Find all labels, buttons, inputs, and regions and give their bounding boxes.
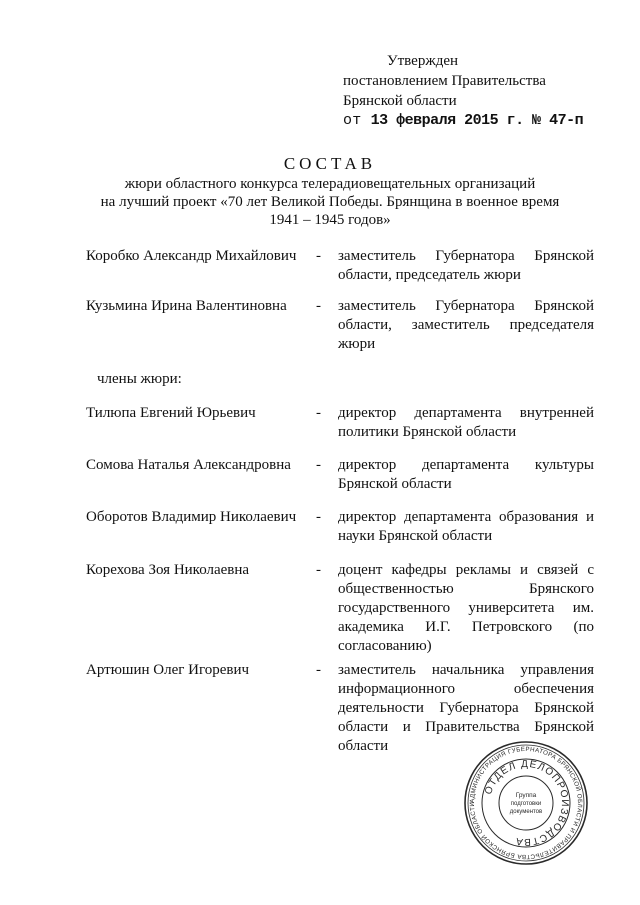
approval-title: Утвержден xyxy=(387,53,459,69)
member-dash: - xyxy=(316,457,321,473)
member-name: Тилюпа Евгений Юрьевич xyxy=(86,405,256,421)
stamp-ring-text: ОТДЕЛ ДЕЛОПРОИЗВОДСТВА xyxy=(483,758,571,848)
stamp-center-line-1: Группа xyxy=(515,792,537,799)
approval-resolution: постановлением Правительства xyxy=(343,73,546,89)
members-label: члены жюри: xyxy=(97,371,182,387)
approval-block xyxy=(343,51,603,131)
member-role: директор департамента внутренней политики Брянской области xyxy=(338,405,594,440)
approval-date-value: 13 февраля 2015 г. № 47-п xyxy=(370,112,584,129)
member-dash: - xyxy=(316,662,321,678)
member-role: директор департамента культуры Брянской области xyxy=(338,457,594,492)
document-title-block xyxy=(100,155,560,229)
member-name: Оборотов Владимир Николаевич xyxy=(86,509,297,525)
stamp-center-line-2: подготовки xyxy=(510,801,542,807)
member-name: Артюшин Олег Игоревич xyxy=(86,662,250,678)
subtitle-line-1: жюри областного конкурса телерадиовещательных организаций xyxy=(124,176,536,192)
stamp-center-line-3: документов xyxy=(509,809,543,815)
stamp-outer-text: АДМИНИСТРАЦИЯ ГУБЕРНАТОРА БРЯНСКОЙ ОБЛАСТИ И ПРАВИТЕЛЬСТВА БРЯНСКОЙ ОБЛАСТИ xyxy=(468,745,584,861)
member-role: заместитель начальника управления информационного обеспечения деятельности Губернатора Брянской области и Правительства Брянской области xyxy=(338,662,594,754)
department-stamp xyxy=(463,740,589,866)
member-name: Коробко Александр Михайлович xyxy=(86,248,297,264)
member-name: Корехова Зоя Николаевна xyxy=(86,562,250,578)
approval-date-prefix: от xyxy=(343,112,362,129)
subtitle-line-3: 1941 – 1945 годов» xyxy=(269,212,391,228)
document-title: СОСТАВ xyxy=(283,154,377,173)
member-role: заместитель Губернатора Брянской области, председатель жюри xyxy=(338,248,594,283)
approval-region: Брянской области xyxy=(343,93,457,109)
member-dash: - xyxy=(316,509,321,525)
subtitle-line-2: на лучший проект «70 лет Великой Победы. Брянщина в военное время xyxy=(100,194,560,210)
member-role: доцент кафедры рекламы и связей с общественностью Брянского государственного университета им. академика И.Г. Петровского (по согласованию) xyxy=(338,562,594,654)
member-role: заместитель Губернатора Брянской области, заместитель председателя жюри xyxy=(338,298,594,352)
member-name: Сомова Наталья Александровна xyxy=(86,457,291,473)
member-dash: - xyxy=(316,248,321,264)
member-dash: - xyxy=(316,298,321,314)
member-dash: - xyxy=(316,562,321,578)
member-role: директор департамента образования и науки Брянской области xyxy=(338,509,594,544)
member-name: Кузьмина Ирина Валентиновна xyxy=(86,298,287,314)
member-dash: - xyxy=(316,405,321,421)
approval-date xyxy=(343,111,603,131)
